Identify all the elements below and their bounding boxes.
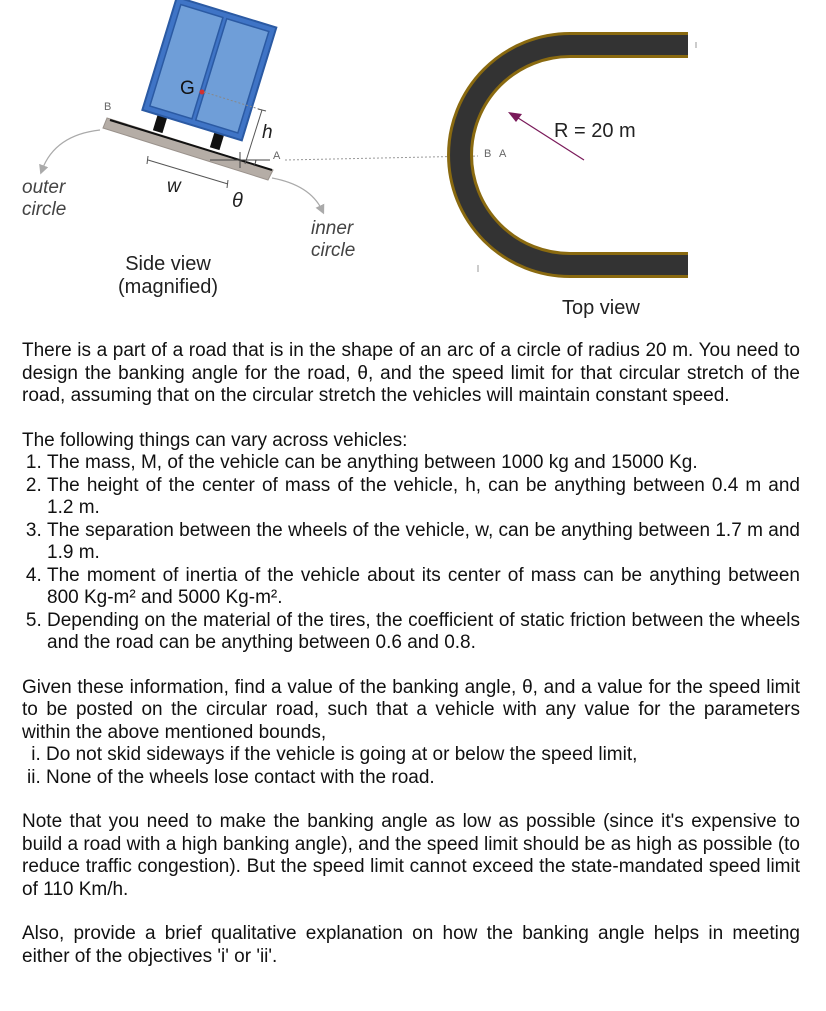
- radius-arrowhead: [508, 112, 522, 122]
- outer-circle-arrow: [42, 130, 100, 170]
- label-side-b: B: [104, 101, 112, 113]
- intro-paragraph: There is a part of a road that is in the shape of an arc of a circle of radius 20 m. You need to design the banking angle for the road, θ, and the speed limit for that circular stretch of the road, assuming that on the circular stretch the vehicles will maintain constant speed.: [22, 340, 800, 406]
- list-item: 4. The moment of inertia of the vehicle about its center of mass can be anything between 800 Kg-m² and 5000 Kg-m².: [47, 565, 800, 610]
- list-item: 3. The separation between the wheels of the vehicle, w, can be anything between 1.7 m and 1.9 m.: [47, 520, 800, 565]
- banked-road-slab: [103, 118, 273, 180]
- label-top-a: A: [499, 148, 507, 160]
- label-top-b: B: [484, 148, 492, 160]
- problem-text: [22, 340, 800, 968]
- inner-circle-arrow: [272, 178, 322, 210]
- label-h: h: [262, 122, 273, 143]
- top-view-diagram: [460, 42, 696, 272]
- problem-figure: [0, 0, 826, 330]
- outer-circle-label: outer circle: [22, 177, 67, 220]
- list-item: 2. The height of the center of mass of the vehicle, h, can be anything between 0.4 m and 1.2 m.: [47, 475, 800, 520]
- conditions-list: [22, 744, 800, 789]
- also-paragraph: Also, provide a brief qualitative explanation on how the banking angle helps in meeting either of the objectives 'i' or 'ii'.: [22, 923, 800, 967]
- label-w: w: [167, 176, 181, 197]
- road-asphalt: [460, 45, 688, 265]
- list-item: 1. The mass, M, of the vehicle can be anything between 1000 kg and 15000 Kg.: [47, 452, 800, 475]
- radius-label: R = 20 m: [554, 120, 636, 142]
- label-theta: θ: [232, 190, 243, 212]
- top-view-caption: Top view: [562, 297, 640, 319]
- inner-circle-label: inner circle: [311, 218, 356, 261]
- label-g: G: [180, 78, 195, 99]
- label-side-a: A: [273, 150, 281, 162]
- variable-list: [22, 452, 800, 655]
- condition-item: ii. None of the wheels lose contact with the road.: [46, 767, 800, 790]
- given-paragraph: Given these information, find a value of the banking angle, θ, and a value for the speed limit to be posted on the circular road, such that a vehicle with any value for the parameters within the above mentioned bounds,: [22, 676, 800, 743]
- center-of-mass-dot: [200, 90, 205, 95]
- condition-item: i. Do not skid sideways if the vehicle is going at or below the speed limit,: [46, 744, 800, 767]
- travel-direction-arrow: [486, 108, 492, 118]
- road-surface-line: [110, 120, 272, 170]
- list-item: 5. Depending on the material of the tires, the coefficient of static friction between the wheels and the road can be anything between 0.6 and 0.8.: [47, 610, 800, 655]
- side-view-caption: Side view (magnified): [118, 253, 219, 298]
- note-paragraph: Note that you need to make the banking angle as low as possible (since it's expensive to build a road with a high banking angle), and the speed limit should be as high as possible (to reduce traffic congestion). But the speed limit cannot exceed the state-mandated speed limit of 110 Km/h.: [22, 811, 800, 900]
- list-intro: The following things can vary across vehicles:: [22, 429, 408, 451]
